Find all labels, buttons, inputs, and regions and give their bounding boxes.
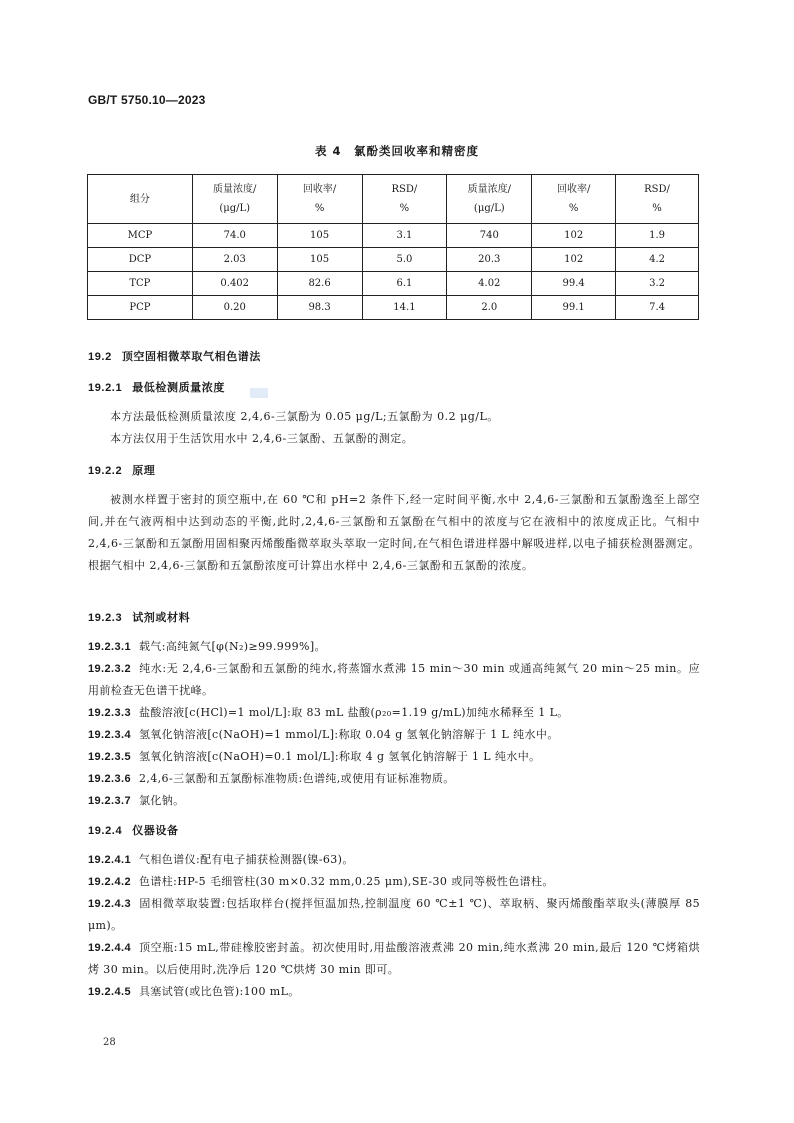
section-title: 仪器设备 — [132, 824, 179, 837]
table-cell: 3.1 — [362, 224, 447, 248]
table-cell: TCP — [88, 272, 193, 296]
list-item: 19.2.3.6 2,4,6-三氯酚和五氯酚标准物质:色谱纯,或使用有证标准物质。 — [88, 772, 455, 785]
table-cell: 740 — [447, 224, 532, 248]
paragraph: 本方法仅用于生活饮用水中 2,4,6-三氯酚、五氯酚的测定。 — [110, 432, 414, 445]
section-title: 原理 — [132, 464, 156, 477]
paragraph: 被测水样置于密封的顶空瓶中,在 60 ℃和 pH=2 条件下,经一定时间平衡,水中 2,4,6-三氯酚和五氯酚逸至上部空间,并在气液两相中达到动态的平衡,此时,2,4,6-三氯酚和五氯酚在气相中的浓度与它在液相中的浓度成正比。气相中 2,4,6-三氯酚和五氯酚用固相聚丙烯酸酯微萃取头萃取一定时间,在气相色谱进样器中解吸进样,以电子捕获检测器测定。根据气相中 2,4,6-三氯酚和五氯酚浓度可计算出水样中 2,4,6-三氯酚和五氯酚的浓度。 — [88, 493, 700, 572]
table-cell: 105 — [277, 248, 362, 272]
table-cell: 7.4 — [616, 296, 699, 320]
table-cell: PCP — [88, 296, 193, 320]
list-item: 19.2.3.5 氢氧化钠溶液[c(NaOH)=0.1 mol/L]:称取 4 g 氢氧化钠溶解于 1 L 纯水中。 — [88, 750, 541, 763]
table-cell: 2.0 — [447, 296, 532, 320]
table-row — [88, 272, 699, 296]
table-cell: 98.3 — [277, 296, 362, 320]
page-number: 28 — [103, 1037, 116, 1048]
list-item: 19.2.4.3 固相微萃取装置:包括取样台(搅拌恒温加热,控制温度 60 ℃±1 ℃)、萃取柄、聚丙烯酸酯萃取头(薄膜厚 85 μm)。 — [88, 897, 700, 932]
table-header-row — [88, 175, 699, 224]
section-heading-19-2-1: 19.2.1 最低检测质量浓度 — [88, 381, 225, 394]
table-cell: 20.3 — [447, 248, 532, 272]
table-cell: DCP — [88, 248, 193, 272]
list-item: 19.2.4.5 具塞试管(或比色管):100 mL。 — [88, 985, 300, 998]
table-cell: 14.1 — [362, 296, 447, 320]
list-item: 19.2.4.2 色谱柱:HP-5 毛细管柱(30 m×0.32 mm,0.25 μm),SE-30 或同等极性色谱柱。 — [88, 875, 554, 888]
table-cell: 82.6 — [277, 272, 362, 296]
table-cell: 5.0 — [362, 248, 447, 272]
table-cell: 102 — [532, 224, 616, 248]
table-title: 表 4 氯酚类回收率和精密度 — [314, 144, 479, 158]
table-cell: MCP — [88, 224, 193, 248]
section-title: 顶空固相微萃取气相色谱法 — [121, 350, 262, 363]
col-header-recovery-high: 回收率/ % — [532, 175, 616, 224]
table-cell: 6.1 — [362, 272, 447, 296]
table-cell: 4.02 — [447, 272, 532, 296]
watermark-stamp — [250, 388, 268, 398]
list-item: 19.2.3.2 纯水:无 2,4,6-三氯酚和五氯酚的纯水,将蒸馏水煮沸 15 min～30 min 或通高纯氮气 20 min～25 min。应用前检查无色谱干扰峰。 — [88, 662, 700, 697]
section-heading-19-2-2: 19.2.2 原理 — [88, 464, 156, 477]
table-cell: 0.20 — [192, 296, 277, 320]
table-cell: 105 — [277, 224, 362, 248]
table-row — [88, 224, 699, 248]
section-heading-19-2-3: 19.2.3 试剂或材料 — [88, 611, 191, 624]
section-title: 试剂或材料 — [132, 611, 191, 624]
col-header-rsd-high: RSD/ % — [616, 175, 699, 224]
table-cell: 1.9 — [616, 224, 699, 248]
table-row — [88, 296, 699, 320]
standard-code: GB/T 5750.10—2023 — [88, 93, 206, 107]
table-cell: 74.0 — [192, 224, 277, 248]
list-item: 19.2.3.3 盐酸溶液[c(HCl)=1 mol/L]:取 83 mL 盐酸(ρ₂₀=1.19 g/mL)加纯水稀释至 1 L。 — [88, 706, 569, 719]
paragraph: 本方法最低检测质量浓度 2,4,6-三氯酚为 0.05 μg/L;五氯酚为 0.2 μg/L。 — [110, 410, 499, 423]
list-item: 19.2.3.1 载气:高纯氮气[φ(N₂)≥99.999%]。 — [88, 640, 326, 653]
section-title: 最低检测质量浓度 — [132, 381, 225, 394]
col-header-recovery-low: 回收率/ % — [277, 175, 362, 224]
section-heading-19-2: 19.2 顶空固相微萃取气相色谱法 — [88, 350, 262, 363]
table-cell: 2.03 — [192, 248, 277, 272]
col-header-rsd-low: RSD/ % — [362, 175, 447, 224]
col-header-concentration-low: 质量浓度/ (μg/L) — [192, 175, 277, 224]
section-heading-19-2-4: 19.2.4 仪器设备 — [88, 824, 179, 837]
table-cell: 3.2 — [616, 272, 699, 296]
list-item: 19.2.4.4 顶空瓶:15 mL,带硅橡胶密封盖。初次使用时,用盐酸溶液煮沸 20 min,纯水煮沸 20 min,最后 120 ℃烤箱烘烤 30 min。以后使用时,洗净后 120 ℃烘烤 30 min 即可。 — [88, 941, 700, 976]
col-header-component: 组分 — [88, 175, 193, 224]
table-cell: 4.2 — [616, 248, 699, 272]
table-cell: 99.1 — [532, 296, 616, 320]
table-row — [88, 248, 699, 272]
col-header-concentration-high: 质量浓度/ (μg/L) — [447, 175, 532, 224]
list-item: 19.2.3.4 氢氧化钠溶液[c(NaOH)=1 mmol/L]:称取 0.04 g 氢氧化钠溶解于 1 L 纯水中。 — [88, 728, 559, 741]
recovery-precision-table — [87, 174, 699, 320]
list-item: 19.2.3.7 氯化钠。 — [88, 794, 185, 807]
list-item: 19.2.4.1 气相色谱仪:配有电子捕获检测器(镍-63)。 — [88, 853, 354, 866]
table-cell: 102 — [532, 248, 616, 272]
table-cell: 0.402 — [192, 272, 277, 296]
table-cell: 99.4 — [532, 272, 616, 296]
